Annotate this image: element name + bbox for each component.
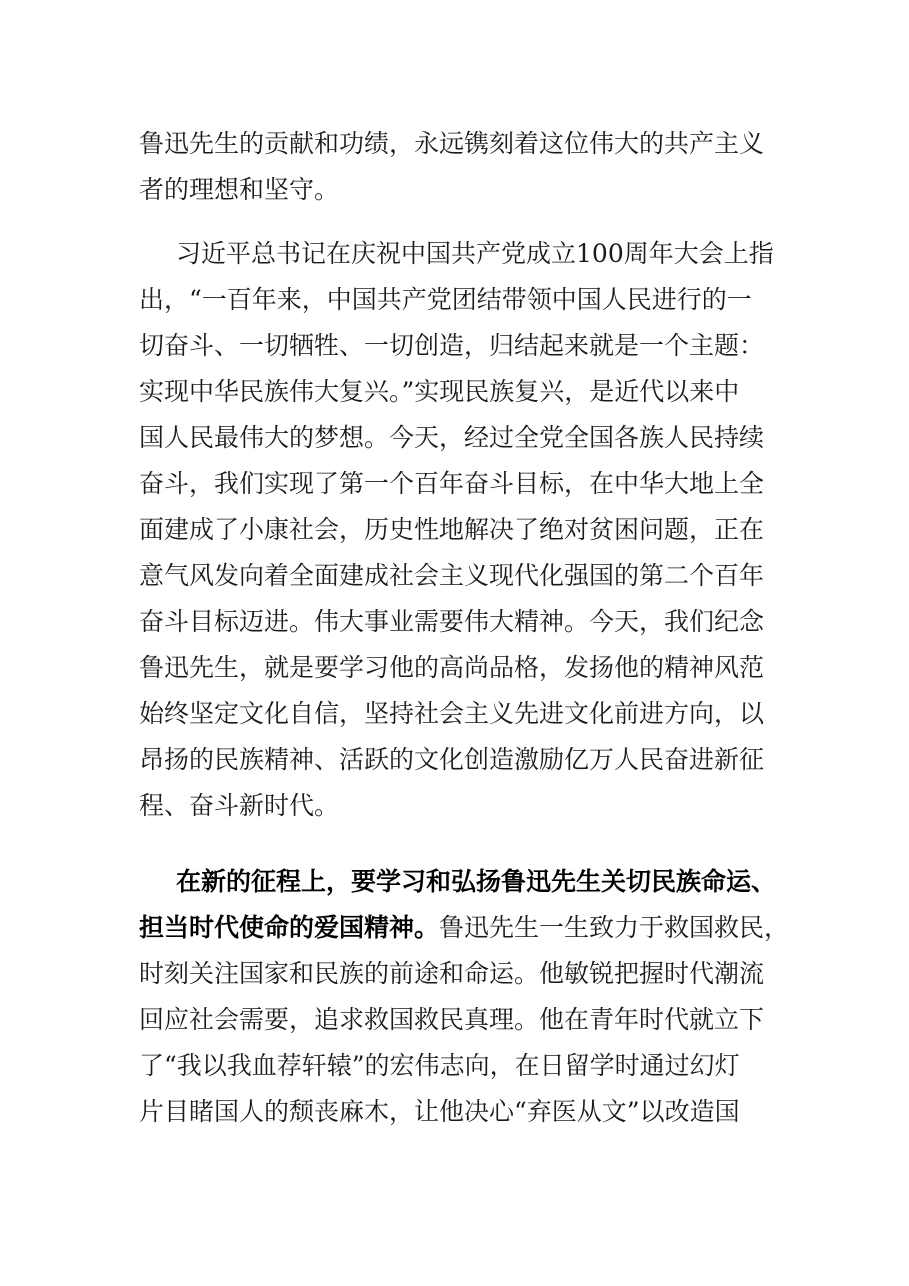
- text-line: 意气风发向着全面建成社会主义现代化强国的第二个百年: [139, 561, 765, 590]
- text-line: 实现中华民族伟大复兴。”实现民族复兴，是近代以来中: [139, 377, 740, 406]
- bold-heading-text: 担当时代使命的爱国精神。: [139, 913, 440, 942]
- text-line: 出，“一百年来，中国共产党团结带领中国人民进行的一: [139, 285, 752, 314]
- text-line: 奋斗，我们实现了第一个百年奋斗目标，在中华大地上全: [139, 469, 765, 498]
- text-line: 程、奋斗新时代。: [139, 791, 340, 820]
- text-line: 习近平总书记在庆祝中国共产党成立100周年大会上指: [176, 239, 774, 268]
- text-line: 回应社会需要，追求救国救民真理。他在青年时代就立下: [139, 1005, 765, 1034]
- text-line: 鲁迅先生，就是要学习他的高尚品格，发扬他的精神风范: [139, 653, 765, 682]
- text-line: 面建成了小康社会，历史性地解决了绝对贫困问题，正在: [139, 515, 765, 544]
- text-line: 国人民最伟大的梦想。今天，经过全党全国各族人民持续: [139, 423, 765, 452]
- text-line: 片目睹国人的颓丧麻木，让他决心“弃医从文”以改造国: [139, 1097, 740, 1126]
- bold-heading-line: 在新的征程上，要学习和弘扬鲁迅先生关切民族命运、: [176, 867, 777, 896]
- mixed-text-line: [139, 906, 790, 950]
- text-line: 者的理想和坚守。: [139, 175, 340, 204]
- text-line: 切奋斗、一切牺牲、一切创造，归结起来就是一个主题：: [139, 331, 765, 360]
- text-line: 了“我以我血荐轩辕”的宏伟志向，在日留学时通过幻灯: [139, 1051, 740, 1080]
- text-line: 时刻关注国家和民族的前途和命运。他敏锐把握时代潮流: [139, 959, 765, 988]
- text-line: 始终坚定文化自信，坚持社会主义先进文化前进方向，以: [139, 699, 765, 728]
- text-line: 奋斗目标迈进。伟大事业需要伟大精神。今天，我们纪念: [139, 607, 765, 636]
- text-line: 鲁迅先生的贡献和功绩，永远镌刻着这位伟大的共产主义: [139, 129, 765, 158]
- text-line: 昂扬的民族精神、活跃的文化创造激励亿万人民奋进新征: [139, 745, 765, 774]
- body-text: 鲁迅先生一生致力于救国救民，: [439, 913, 790, 942]
